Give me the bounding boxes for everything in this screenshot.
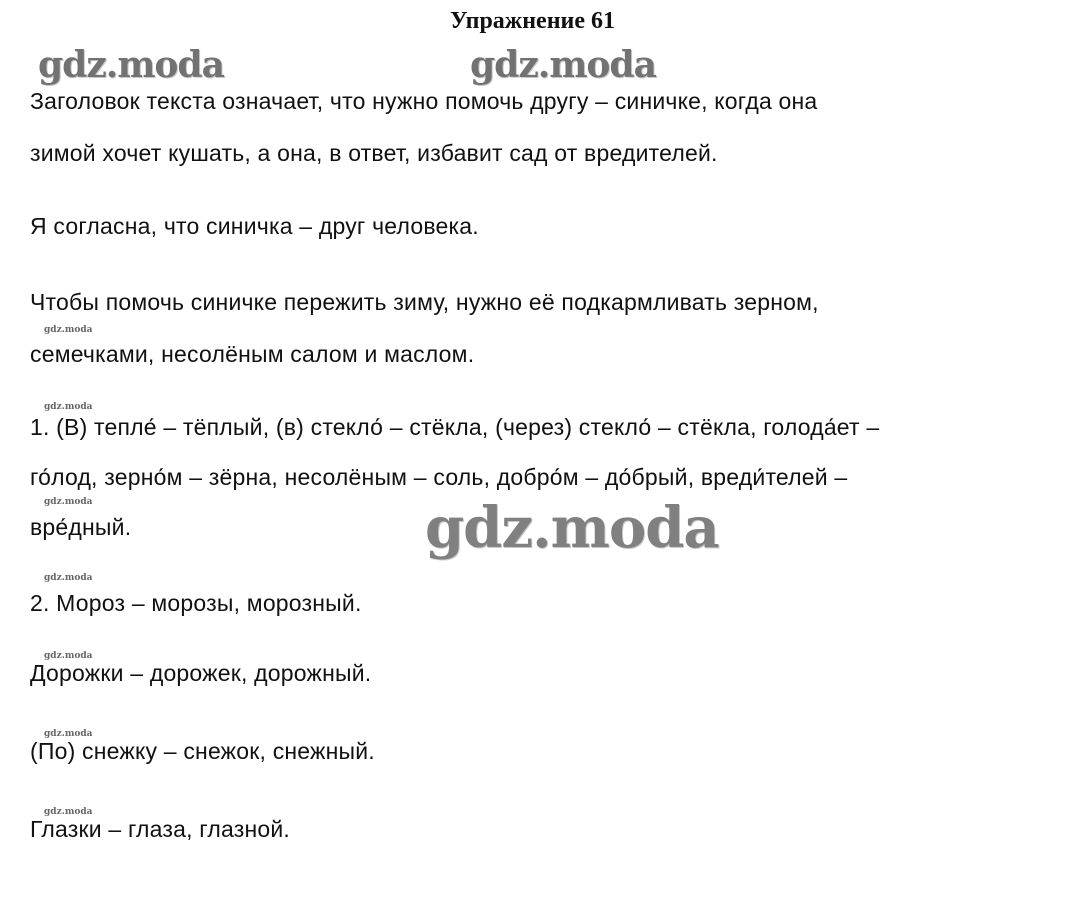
paragraph-line: Заголовок текста означает, что нужно помочь другу – синичке, когда она bbox=[30, 88, 818, 114]
watermark-small: gdz.moda bbox=[44, 402, 93, 412]
task2-line: Глазки – глаза, глазной. bbox=[30, 816, 291, 842]
paragraph-line: Чтобы помочь синичке пережить зиму, нужно её подкармливать зерном, bbox=[30, 289, 819, 315]
watermark-small: gdz.moda bbox=[44, 651, 93, 661]
watermark-logo: gdz.moda bbox=[425, 495, 719, 561]
paragraph-line: семечками, несолёным салом и маслом. bbox=[30, 341, 475, 367]
watermark-small: gdz.moda bbox=[44, 497, 93, 507]
task2-line: (По) снежку – снежок, снежный. bbox=[30, 738, 375, 764]
watermark-small: gdz.moda bbox=[44, 573, 93, 583]
task1-line: 1. (В) тепле́ – тёплый, (в) стекло́ – стёкла, (через) стекло́ – стёкла, голода́ет – bbox=[30, 414, 880, 440]
watermark-small: gdz.moda bbox=[44, 729, 93, 739]
task1-line: го́лод, зерно́м – зёрна, несолёным – соль, добро́м – до́брый, вреди́телей – bbox=[30, 464, 848, 490]
page-title: Упражнение 61 bbox=[449, 8, 615, 34]
watermark-logo: gdz.moda bbox=[470, 44, 656, 86]
paragraph-line: Я согласна, что синичка – друг человека. bbox=[30, 213, 479, 239]
watermark-logo: gdz.moda bbox=[38, 44, 224, 86]
paragraph-line: зимой хочет кушать, а она, в ответ, избавит сад от вредителей. bbox=[30, 140, 718, 166]
watermark-small: gdz.moda bbox=[44, 807, 93, 817]
task2-line: 2. Мороз – морозы, морозный. bbox=[30, 590, 362, 616]
task2-line: Дорожки – дорожек, дорожный. bbox=[30, 660, 372, 686]
task1-line: вре́дный. bbox=[30, 514, 132, 540]
watermark-small: gdz.moda bbox=[44, 325, 93, 335]
